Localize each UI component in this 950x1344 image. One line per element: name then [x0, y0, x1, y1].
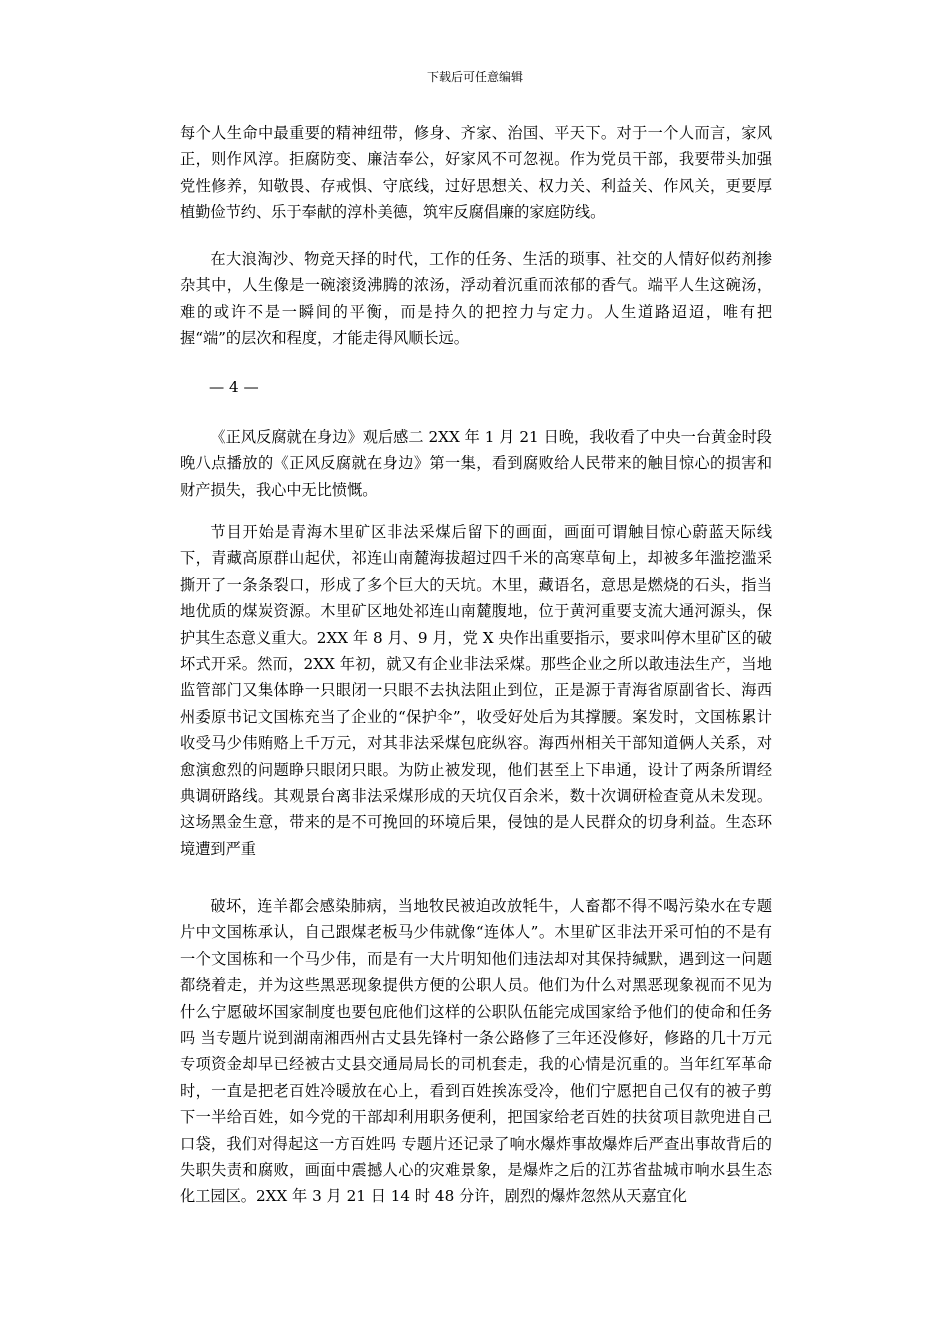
page-header: 下载后可任意编辑: [426, 70, 523, 84]
page-number: — 4 —: [209, 378, 259, 396]
paragraph-family-values: [180, 120, 772, 226]
body-paragraph: 节目开始是青海木里矿区非法采煤后留下的画面，画面可谓触目惊心蔚蓝天际线下，青藏高原群山起伏，祁连山南麓海拔超过四千米的高寒草甸上，却被多年滥挖滥采撕开了一条条裂口，形成了多个巨大的天坑。木里，藏语名，意思是燃烧的石头，指当地优质的煤炭资源。木里矿区地处祁连山南麓腹地，位于黄河重要支流大通河源头，保护其生态意义重大。2XX 年 8 月、9 月，党 X 央作出重要指示，要求叫停木里矿区的破坏式开采。然而，2XX 年初，就又有企业非法采煤。那些企业之所以敢违法生产，当地监管部门又集体睁一只眼闭一只眼不去执法阻止到位，正是源于青海省原副省长、海西州委原书记文国栋充当了企业的“保护伞”，收受好处后为其撑腰。案发时，文国栋累计收受马少伟贿赂上千万元，对其非法采煤包庇纵容。海西州相关干部知道俩人关系，对愈演愈烈的问题睁只眼闭只眼。为防止被发现，他们甚至上下串通，设计了两条所谓经典调研路线。其观景台离非法采煤形成的天坑仅百余米，数十次调研检查竟从未发现。这场黑金生意，带来的是不可挽回的环境后果，侵蚀的是人民群众的切身利益。生态环境遭到严重: [180, 523, 772, 858]
body-paragraph: 破坏，连羊都会感染肺病，当地牧民被迫改放牦牛，人畜都不得不喝污染水在专题片中文国栋承认，自己跟煤老板马少伟就像“连体人”。木里矿区非法开采可怕的不是有一个文国栋和一个马少伟，而是有一大片明知他们违法却对其保持缄默，遇到这一问题都绕着走，并为这些黑恶现象提供方便的公职人员。他们为什么对黑恶现象视而不见为什么宁愿破坏国家制度也要包庇他们这样的公职队伍能完成国家给予他们的使命和任务吗 当专题片说到湖南湘西州古丈县先锋村一条公路修了三年还没修好，修路的几十万元专项资金却早已经被古丈县交通局局长的司机套走，我的心情是沉重的。当年红军革命时，一直是把老百姓冷暖放在心上，看到百姓挨冻受冷，他们宁愿把自己仅有的被子剪下一半给百姓，如今党的干部却利用职务便利，把国家给老百姓的扶贫项目款兜进自己口袋，我们对得起这一方百姓吗 专题片还记录了响水爆炸事故爆炸后严查出事故背后的失职失责和腐败，画面中震撼人心的灾难景象，是爆炸之后的江苏省盐城市响水县生态化工园区。2XX 年 3 月 21 日 14 时 48 分许，剧烈的爆炸忽然从天嘉宜化: [180, 897, 772, 1206]
paragraph-destruction: [180, 893, 772, 1210]
body-paragraph: 在大浪淘沙、物竞天择的时代，工作的任务、生活的琐事、社交的人情好似药剂掺杂其中，人生像是一碗滚烫沸腾的浓汤，浮动着沉重而浓郁的香气。端平人生这碗汤，难的或许不是一瞬间的平衡，而是持久的把控力与定力。人生道路迢迢，唯有把握“端”的层次和程度，才能走得风顺长远。: [180, 250, 772, 348]
body-paragraph: 每个人生命中最重要的精神纽带，修身、齐家、治国、平天下。对于一个人而言，家风正，则作风淳。拒腐防变、廉洁奉公，好家风不可忽视。作为党员干部，我要带头加强党性修养，知敬畏、存戒惧、守底线，过好思想关、权力关、利益关、作风关，更要厚植勤俭节约、乐于奉献的淳朴美德，筑牢反腐倡廉的家庭防线。: [180, 124, 772, 222]
paragraph-review-intro: [180, 424, 772, 503]
body-paragraph: 《正风反腐就在身边》观后感二 2XX 年 1 月 21 日晚，我收看了中央一台黄金时段晚八点播放的《正风反腐就在身边》第一集，看到腐败给人民带来的触目惊心的损害和财产损失，我心中无比愤慨。: [180, 428, 772, 499]
paragraph-muli-mining: [180, 519, 772, 862]
paragraph-life-soup: [180, 246, 772, 352]
